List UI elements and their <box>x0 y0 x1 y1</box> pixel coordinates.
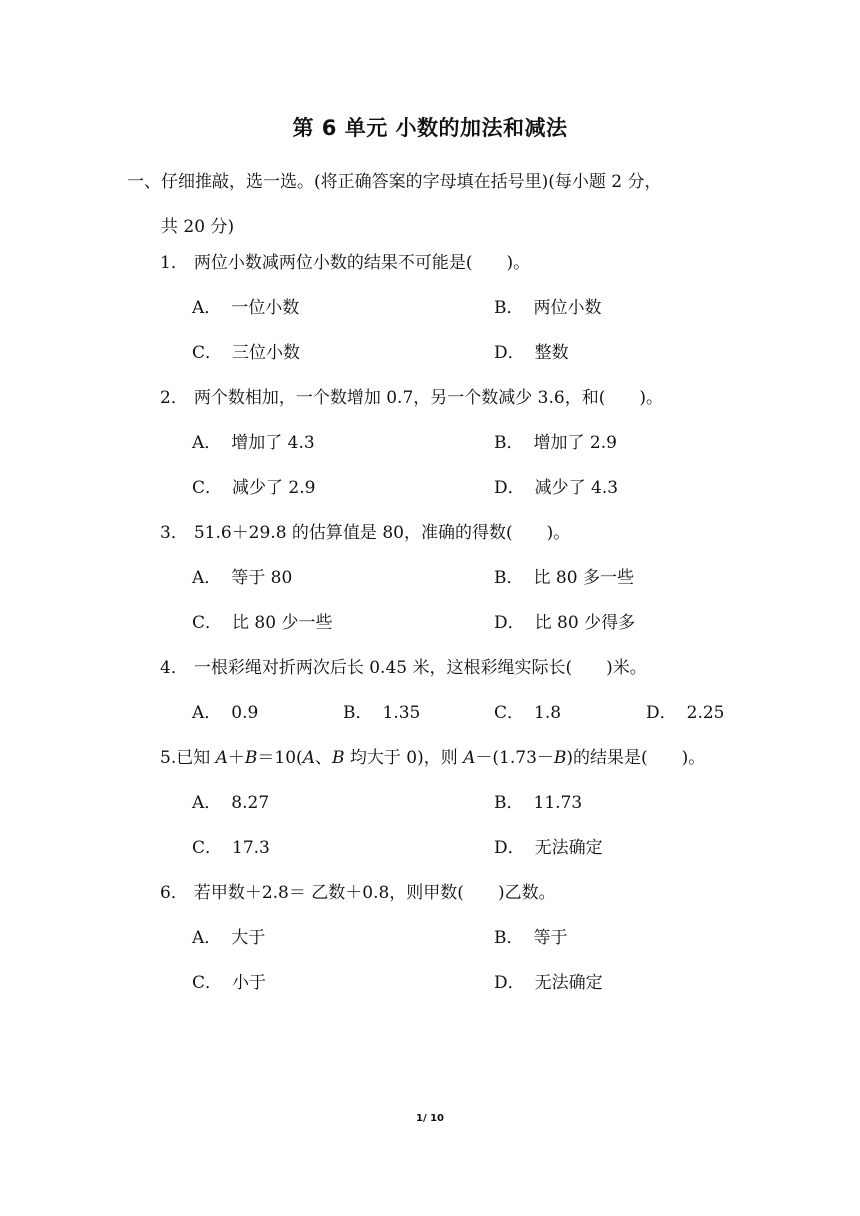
question-text-part: )的结果是( <box>566 748 648 768</box>
option-text: 减少了 4.3 <box>534 478 619 498</box>
option-text: 减少了 2.9 <box>232 478 316 498</box>
question-2 <box>160 385 663 411</box>
question-text: 两位小数减两位小数的结果不可能是( <box>193 253 473 273</box>
section-heading-line1: 一、仔细推敲，选一选。(将正确答案的字母填在括号里)(每小题 2 分， <box>127 172 662 192</box>
question-number: 5. <box>160 748 177 768</box>
question-text-end: )。 <box>506 253 531 273</box>
option-b <box>494 430 617 456</box>
option-a <box>192 295 299 321</box>
option-letter: A． <box>192 793 222 813</box>
option-c <box>192 610 332 636</box>
option-letter: A． <box>192 703 222 723</box>
option-text: 1.8 <box>534 703 562 723</box>
section-heading-line2: 共 20 分) <box>161 217 235 237</box>
option-c <box>494 700 561 726</box>
option-letter: C． <box>192 973 223 993</box>
option-b <box>494 925 568 951</box>
option-letter: B． <box>494 433 524 453</box>
option-d <box>646 700 725 726</box>
option-c <box>192 475 315 501</box>
question-number: 6． <box>160 883 188 903</box>
question-text: 一根彩绳对折两次后长 0.45 米，这根彩绳实际长( <box>193 658 573 678</box>
question-text-part: ＋ <box>227 748 245 768</box>
option-d <box>494 610 635 636</box>
question-number: 3． <box>160 523 188 543</box>
option-letter: B． <box>494 793 524 813</box>
page-number: 1/ 10 <box>415 1113 444 1124</box>
option-letter: D． <box>494 973 525 993</box>
question-number: 4． <box>160 658 188 678</box>
option-letter: B． <box>494 928 524 948</box>
option-text: 无法确定 <box>534 973 603 993</box>
option-d <box>494 835 603 861</box>
question-text-part: ＝10( <box>257 748 303 768</box>
variable-a: A <box>302 748 315 768</box>
variable-b: B <box>244 748 258 768</box>
option-text: 整数 <box>534 343 569 363</box>
option-text: 增加了 2.9 <box>533 433 617 453</box>
option-letter: D． <box>494 478 525 498</box>
option-text: 无法确定 <box>534 838 603 858</box>
question-text-part: 均大于 0)，则 <box>344 748 464 768</box>
option-letter: C． <box>494 703 525 723</box>
option-text: 增加了 4.3 <box>231 433 315 453</box>
option-letter: B． <box>494 298 524 318</box>
option-letter: D． <box>494 613 525 633</box>
option-d <box>494 340 569 366</box>
option-b <box>494 565 634 591</box>
option-text: 三位小数 <box>232 343 301 363</box>
question-text-end: )。 <box>639 388 663 408</box>
variable-b: B <box>553 748 567 768</box>
question-text-part: －(1.73－ <box>475 748 554 768</box>
option-text: 两位小数 <box>533 298 602 318</box>
option-b <box>343 700 420 726</box>
option-letter: A． <box>192 568 222 588</box>
option-text: 比 80 少得多 <box>534 613 636 633</box>
question-text-end: )米。 <box>606 658 647 678</box>
variable-a: A <box>463 748 476 768</box>
option-c <box>192 340 300 366</box>
question-text-part: 、 <box>314 748 332 768</box>
option-c <box>192 835 270 861</box>
option-letter: D． <box>646 703 677 723</box>
option-d <box>494 970 603 996</box>
variable-b: B <box>331 748 345 768</box>
option-text: 一位小数 <box>231 298 300 318</box>
option-d <box>494 475 618 501</box>
question-number: 1． <box>160 253 188 273</box>
option-letter: C． <box>192 343 223 363</box>
option-text: 等于 80 <box>231 568 293 588</box>
option-letter: C． <box>192 478 223 498</box>
option-text: 0.9 <box>231 703 259 723</box>
question-text: 51.6＋29.8 的估算值是 80，准确的得数( <box>193 523 513 543</box>
option-text: 2.25 <box>686 703 725 723</box>
option-a <box>192 565 292 591</box>
section-heading <box>127 160 747 250</box>
option-letter: B． <box>494 568 524 588</box>
option-c <box>192 970 266 996</box>
option-text: 8.27 <box>231 793 270 813</box>
option-letter: A． <box>192 298 222 318</box>
option-letter: B． <box>343 703 373 723</box>
question-text: 两个数相加，一个数增加 0.7，另一个数减少 3.6，和( <box>193 388 606 408</box>
option-letter: D． <box>494 343 525 363</box>
question-number: 2． <box>160 388 188 408</box>
option-letter: A． <box>192 928 222 948</box>
option-text: 17.3 <box>232 838 270 858</box>
option-letter: C． <box>192 838 223 858</box>
variable-a: A <box>215 748 228 768</box>
question-6 <box>160 880 556 906</box>
option-a <box>192 700 258 726</box>
question-4 <box>160 655 647 681</box>
option-b <box>494 295 602 321</box>
question-text-end: )。 <box>681 748 706 768</box>
option-a <box>192 430 315 456</box>
option-text: 小于 <box>232 973 267 993</box>
question-1 <box>160 250 530 276</box>
option-a <box>192 925 265 951</box>
option-text: 11.73 <box>533 793 583 813</box>
option-letter: C． <box>192 613 223 633</box>
option-a <box>192 790 269 816</box>
question-text: 若甲数＋2.8＝ 乙数＋0.8，则甲数( <box>193 883 464 903</box>
option-b <box>494 790 582 816</box>
option-text: 比 80 多一些 <box>533 568 634 588</box>
option-text: 等于 <box>533 928 568 948</box>
question-text-end: )。 <box>546 523 571 543</box>
option-letter: A． <box>192 433 222 453</box>
page-title: 第 6 单元 小数的加法和减法 <box>292 116 568 140</box>
option-letter: D． <box>494 838 525 858</box>
question-text-end: )乙数。 <box>497 883 556 903</box>
option-text: 比 80 少一些 <box>232 613 333 633</box>
question-5 <box>160 745 705 771</box>
question-text-part: 已知 <box>176 748 216 768</box>
option-text: 大于 <box>231 928 266 948</box>
question-3 <box>160 520 570 546</box>
option-text: 1.35 <box>382 703 421 723</box>
